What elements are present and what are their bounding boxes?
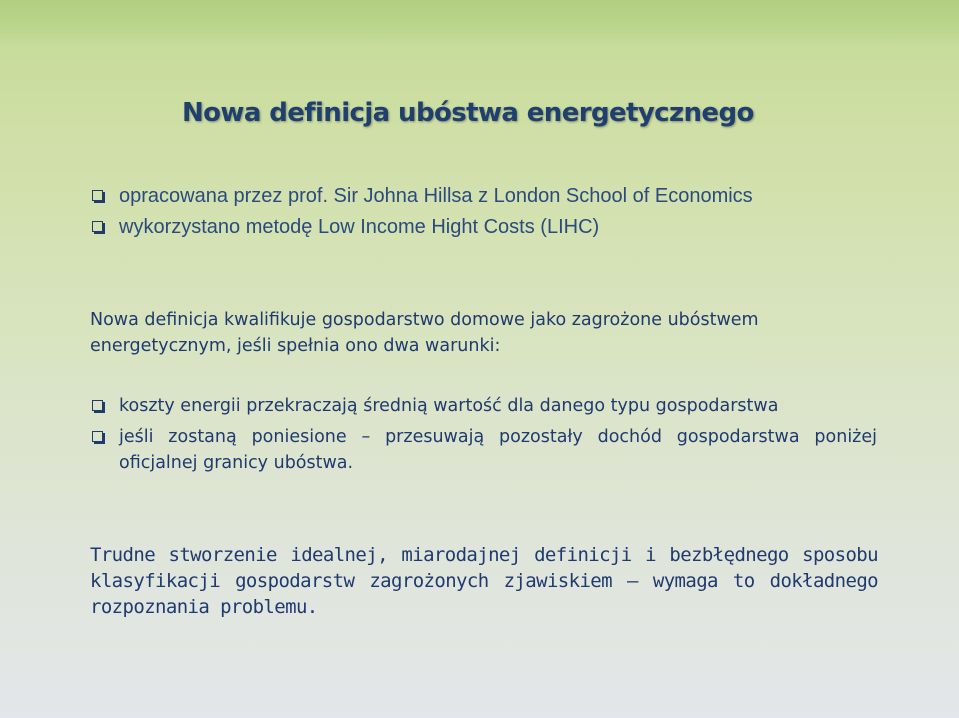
- condition-text: koszty energii przekraczają średnią wartość dla danego typu gospodarstwa: [119, 396, 779, 416]
- checkbox-square-icon: [92, 400, 103, 411]
- checkbox-square-icon: [92, 431, 103, 442]
- source-list: [92, 183, 753, 245]
- definition-intro: Nowa definicja kwalifikuje gospodarstwo domowe jako zagrożone ubóstwem energetycznym, jeśli spełnia ono dwa warunki:: [90, 310, 759, 356]
- list-item: [92, 183, 753, 214]
- slide-title: Nowa definicja ubóstwa energetycznego: [182, 98, 754, 128]
- conclusion-paragraph: Trudne stworzenie idealnej, miarodajnej definicji i bezbłędnego sposobu klasyfikacji gospodarstw zagrożonych zjawiskiem – wymaga to dokładnego rozpoznania problemu.: [90, 544, 878, 618]
- bullet-text: opracowana przez prof. Sir Johna Hillsa z London School of Economics: [119, 185, 753, 207]
- checkbox-square-icon: [92, 190, 103, 201]
- list-item: [92, 214, 753, 245]
- conditions-list: [92, 393, 877, 481]
- list-item: [92, 424, 877, 476]
- condition-text: jeśli zostaną poniesione – przesuwają pozostały dochód gospodarstwa poniżej oficjalnej granicy ubóstwa.: [119, 427, 877, 473]
- bullet-text: wykorzystano metodę Low Income Hight Costs (LIHC): [119, 216, 600, 238]
- list-item: [92, 393, 877, 419]
- header-band: [0, 0, 959, 48]
- checkbox-square-icon: [92, 221, 103, 232]
